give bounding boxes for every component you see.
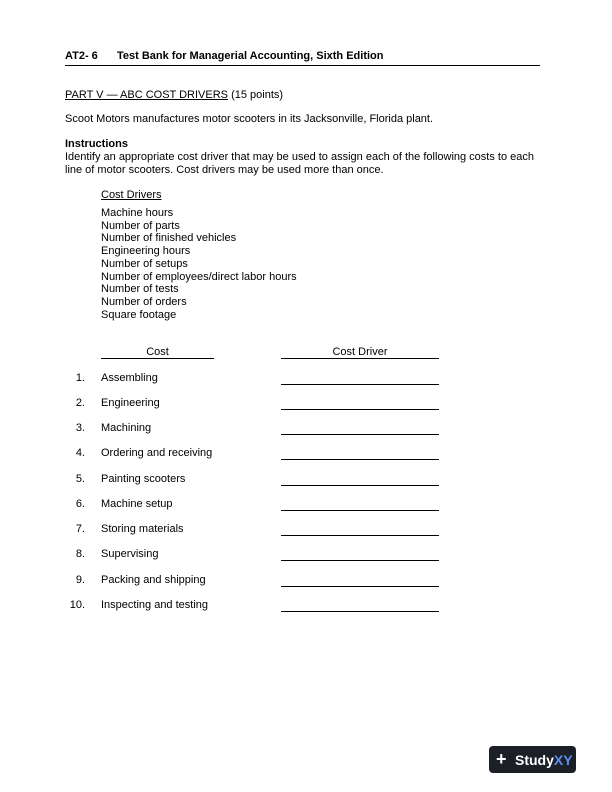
part-title: PART V — ABC COST DRIVERS xyxy=(65,89,229,101)
table-row xyxy=(0,574,612,588)
table-row xyxy=(0,548,612,562)
cost-driver-item: Number of finished vehicles xyxy=(101,232,237,245)
book-title: Test Bank for Managerial Accounting, Sixth Edition xyxy=(117,50,384,62)
cost-column-header xyxy=(101,346,214,359)
table-row xyxy=(0,498,612,512)
row-cost: Supervising xyxy=(101,548,159,560)
cost-column-label: Cost xyxy=(146,346,169,358)
row-cost: Painting scooters xyxy=(101,473,186,485)
table-row xyxy=(0,397,612,411)
row-number: 5. xyxy=(75,473,85,485)
instructions-line-1: Identify an appropriate cost driver that may be used to assign each of the following costs to each xyxy=(65,151,534,163)
answer-blank[interactable] xyxy=(281,459,439,460)
cost-driver-item: Number of setups xyxy=(101,257,188,270)
brand-study: Study xyxy=(515,752,554,768)
answer-blank[interactable] xyxy=(281,560,439,561)
table-row xyxy=(0,599,612,613)
part-heading xyxy=(65,89,283,101)
answer-blank[interactable] xyxy=(281,535,439,536)
row-number: 3. xyxy=(75,422,85,434)
intro-text: Scoot Motors manufactures motor scooters in its Jacksonville, Florida plant. xyxy=(65,113,434,125)
answer-blank[interactable] xyxy=(281,586,439,587)
page-header xyxy=(65,50,540,66)
cost-driver-item: Machine hours xyxy=(101,207,174,219)
row-cost: Machine setup xyxy=(101,498,173,510)
row-number: 9. xyxy=(75,574,85,586)
row-number: 10. xyxy=(69,599,85,611)
instructions-line-2: line of motor scooters. Cost drivers may be used more than once. xyxy=(65,164,384,176)
brand-xy: XY xyxy=(553,752,573,768)
answer-blank[interactable] xyxy=(281,510,439,511)
row-number: 6. xyxy=(75,498,85,510)
table-row xyxy=(0,523,612,537)
cost-driver-item: Engineering hours xyxy=(101,245,191,258)
cost-driver-item: Number of tests xyxy=(101,283,179,296)
row-number: 4. xyxy=(75,447,85,459)
plus-icon: + xyxy=(496,749,507,769)
row-number: 2. xyxy=(75,397,85,409)
row-cost: Engineering xyxy=(101,397,160,409)
page-code: AT2- 6 xyxy=(65,50,98,62)
cost-drivers-heading: Cost Drivers xyxy=(101,189,162,201)
row-cost: Inspecting and testing xyxy=(101,599,209,611)
table-row xyxy=(0,447,612,461)
cost-driver-item: Number of parts xyxy=(101,219,180,232)
instructions-heading: Instructions xyxy=(65,138,128,150)
row-cost: Packing and shipping xyxy=(101,574,206,586)
table-row xyxy=(0,422,612,436)
row-number: 1. xyxy=(75,372,85,384)
row-number: 7. xyxy=(75,523,85,535)
cost-drivers-list xyxy=(101,207,297,321)
row-cost: Storing materials xyxy=(101,523,184,535)
driver-column-header xyxy=(281,346,439,359)
cost-driver-item: Number of employees/direct labor hours xyxy=(101,270,297,283)
answer-blank[interactable] xyxy=(281,409,439,410)
answer-blank[interactable] xyxy=(281,611,439,612)
cost-driver-item: Square footage xyxy=(101,308,177,321)
answer-blank[interactable] xyxy=(281,485,439,486)
answer-blank[interactable] xyxy=(281,384,439,385)
table-row xyxy=(0,473,612,487)
part-points: (15 points) xyxy=(228,89,284,101)
row-number: 8. xyxy=(75,548,85,560)
row-cost: Assembling xyxy=(101,372,158,384)
row-cost: Ordering and receiving xyxy=(101,447,213,459)
cost-driver-item: Number of orders xyxy=(101,295,187,308)
studyxy-watermark[interactable] xyxy=(489,746,576,773)
row-cost: Machining xyxy=(101,422,152,434)
table-row xyxy=(0,372,612,386)
driver-column-label: Cost Driver xyxy=(332,346,388,358)
instructions-body xyxy=(65,151,534,177)
studyxy-logo-text xyxy=(515,752,573,768)
answer-blank[interactable] xyxy=(281,434,439,435)
